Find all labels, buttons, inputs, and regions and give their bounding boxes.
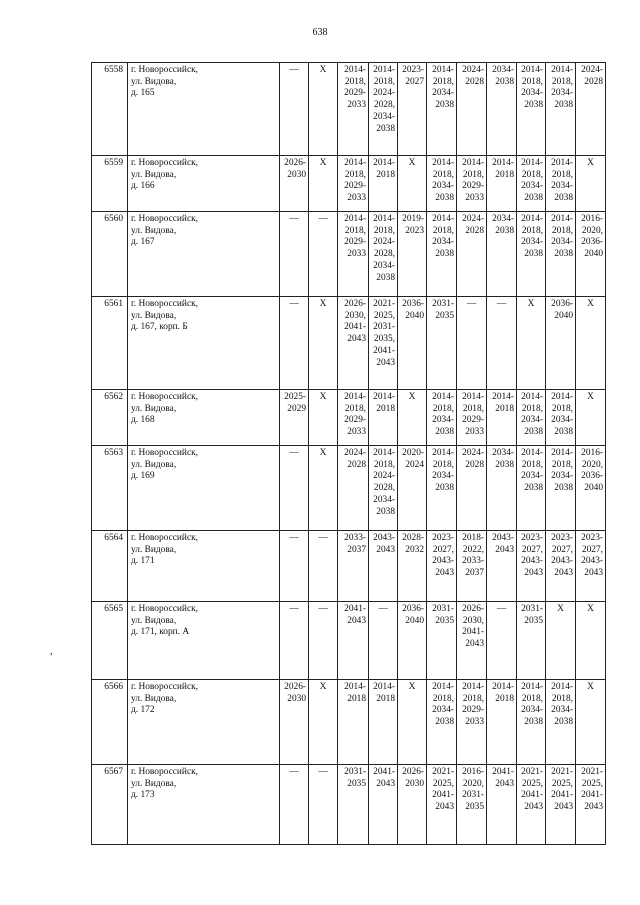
address-line: ул. Видова,	[131, 459, 177, 470]
period-cell: 2014- 2018, 2034- 2038	[546, 680, 576, 765]
period-cell: X	[517, 297, 546, 390]
period-cell: 2014- 2018, 2034- 2038	[427, 156, 457, 212]
row-number: 6566	[92, 680, 128, 765]
period-cell: 2014- 2018, 2029- 2033	[338, 63, 369, 156]
address-line: г. Новороссийск,	[131, 214, 199, 224]
address-line: д. 167, корп. Б	[131, 322, 188, 333]
period-cell: 2014- 2018, 2034- 2038	[427, 446, 457, 531]
address-cell	[128, 765, 280, 845]
period-cell: 2014- 2018, 2034- 2038	[546, 63, 576, 156]
period-cell: 2031- 2035	[338, 765, 369, 845]
address-line: г. Новороссийск,	[131, 299, 199, 309]
address-line: ул. Видова,	[131, 615, 177, 626]
table-row	[92, 531, 606, 602]
period-cell: X	[576, 297, 606, 390]
period-cell: 2021- 2025, 2041- 2043	[427, 765, 457, 845]
period-cell: —	[457, 297, 487, 390]
period-cell: 2034- 2038	[487, 63, 517, 156]
period-cell: 2016- 2020, 2036- 2040	[576, 212, 606, 297]
row-number: 6558	[92, 63, 128, 156]
period-cell: —	[309, 602, 338, 680]
period-cell: 2028- 2032	[398, 531, 427, 602]
address-cell	[128, 212, 280, 297]
address-line: г. Новороссийск,	[131, 448, 199, 458]
address-line: г. Новороссийск,	[131, 533, 199, 543]
period-cell: 2014- 2018, 2034- 2038	[427, 212, 457, 297]
period-cell: 2014- 2018	[338, 680, 369, 765]
row-number: 6567	[92, 765, 128, 845]
address-line: д. 173	[131, 790, 155, 801]
period-cell: 2024- 2028	[457, 63, 487, 156]
address-line: ул. Видова,	[131, 403, 177, 414]
address-line: д. 172	[131, 705, 155, 716]
address-line: г. Новороссийск,	[131, 604, 199, 614]
address-line: ул. Видова,	[131, 778, 177, 789]
period-cell: 2041- 2043	[369, 765, 398, 845]
address-cell	[128, 680, 280, 765]
period-cell: X	[309, 297, 338, 390]
period-cell: —	[309, 531, 338, 602]
period-cell: X	[546, 602, 576, 680]
housing-repair-schedule-table	[91, 62, 606, 845]
period-cell: 2036- 2040	[546, 297, 576, 390]
period-cell: 2014- 2018	[369, 156, 398, 212]
period-cell: 2014- 2018	[369, 390, 398, 446]
period-cell: 2014- 2018, 2034- 2038	[546, 156, 576, 212]
table-row	[92, 156, 606, 212]
address-line: ул. Видова,	[131, 76, 177, 87]
period-cell: —	[280, 531, 309, 602]
address-line: д. 166	[131, 181, 155, 192]
address-cell	[128, 602, 280, 680]
period-cell: 2014- 2018, 2034- 2038	[427, 390, 457, 446]
address-line: г. Новороссийск,	[131, 392, 199, 402]
period-cell: 2014- 2018, 2034- 2038	[546, 446, 576, 531]
period-cell: —	[487, 602, 517, 680]
period-cell: 2014- 2018, 2034- 2038	[517, 390, 546, 446]
period-cell: 2026- 2030	[280, 680, 309, 765]
period-cell: 2033- 2037	[338, 531, 369, 602]
period-cell: 2034- 2038	[487, 212, 517, 297]
period-cell: X	[309, 390, 338, 446]
period-cell: 2023- 2027, 2043- 2043	[576, 531, 606, 602]
address-line: г. Новороссийск,	[131, 65, 199, 75]
address-cell	[128, 297, 280, 390]
table-row	[92, 63, 606, 156]
address-cell	[128, 531, 280, 602]
address-line: д. 167	[131, 237, 155, 248]
period-cell: 2021- 2025, 2031- 2035, 2041- 2043	[369, 297, 398, 390]
period-cell: X	[576, 680, 606, 765]
period-cell: 2024- 2028	[338, 446, 369, 531]
period-cell: X	[576, 156, 606, 212]
address-cell	[128, 446, 280, 531]
period-cell: 2014- 2018, 2034- 2038	[427, 680, 457, 765]
period-cell: 2014- 2018, 2034- 2038	[517, 156, 546, 212]
address-line: ул. Видова,	[131, 310, 177, 321]
period-cell: 2014- 2018, 2034- 2038	[517, 680, 546, 765]
period-cell: 2014- 2018, 2034- 2038	[517, 446, 546, 531]
period-cell: —	[309, 212, 338, 297]
period-cell: 2023- 2027, 2043- 2043	[517, 531, 546, 602]
period-cell: 2016- 2020, 2036- 2040	[576, 446, 606, 531]
period-cell: 2014- 2018, 2029- 2033	[457, 390, 487, 446]
period-cell: 2021- 2025, 2041- 2043	[546, 765, 576, 845]
period-cell: 2021- 2025, 2041- 2043	[517, 765, 546, 845]
period-cell: —	[369, 602, 398, 680]
period-cell: X	[398, 156, 427, 212]
address-line: ул. Видова,	[131, 693, 177, 704]
table-row	[92, 680, 606, 765]
period-cell: X	[309, 680, 338, 765]
period-cell: 2014- 2018	[487, 390, 517, 446]
period-cell: 2014- 2018, 2029- 2033	[457, 156, 487, 212]
period-cell: 2014- 2018	[369, 680, 398, 765]
address-cell	[128, 156, 280, 212]
period-cell: 2016- 2020, 2031- 2035	[457, 765, 487, 845]
table-row	[92, 765, 606, 845]
period-cell: 2043- 2043	[369, 531, 398, 602]
period-cell: 2014- 2018, 2029- 2033	[457, 680, 487, 765]
period-cell: 2018- 2022, 2033- 2037	[457, 531, 487, 602]
table-row	[92, 446, 606, 531]
period-cell: 2024- 2028	[457, 446, 487, 531]
period-cell: 2014- 2018, 2034- 2038	[546, 390, 576, 446]
address-line: г. Новороссийск,	[131, 682, 199, 692]
address-cell	[128, 390, 280, 446]
table-row	[92, 297, 606, 390]
address-line: ул. Видова,	[131, 169, 177, 180]
period-cell: 2026- 2030	[280, 156, 309, 212]
period-cell: 2014- 2018, 2024- 2028, 2034- 2038	[369, 63, 398, 156]
period-cell: —	[487, 297, 517, 390]
period-cell: 2014- 2018, 2024- 2028, 2034- 2038	[369, 446, 398, 531]
period-cell: —	[280, 297, 309, 390]
period-cell: 2025- 2029	[280, 390, 309, 446]
period-cell: 2023- 2027, 2043- 2043	[427, 531, 457, 602]
period-cell: X	[309, 446, 338, 531]
address-line: г. Новороссийск,	[131, 158, 199, 168]
period-cell: 2014- 2018, 2034- 2038	[427, 63, 457, 156]
period-cell: X	[576, 602, 606, 680]
period-cell: 2041- 2043	[487, 765, 517, 845]
period-cell: 2014- 2018, 2024- 2028, 2034- 2038	[369, 212, 398, 297]
period-cell: 2036- 2040	[398, 602, 427, 680]
address-line: г. Новороссийск,	[131, 767, 199, 777]
period-cell: 2023- 2027, 2043- 2043	[546, 531, 576, 602]
period-cell: 2031- 2035	[427, 297, 457, 390]
period-cell: 2020- 2024	[398, 446, 427, 531]
address-line: д. 169	[131, 471, 155, 482]
period-cell: 2024- 2028	[576, 63, 606, 156]
address-line: д. 171	[131, 556, 155, 567]
period-cell: 2031- 2035	[427, 602, 457, 680]
period-cell: 2014- 2018, 2029- 2033	[338, 156, 369, 212]
address-cell	[128, 63, 280, 156]
period-cell: 2036- 2040	[398, 297, 427, 390]
period-cell: 2014- 2018, 2029- 2033	[338, 212, 369, 297]
period-cell: 2043- 2043	[487, 531, 517, 602]
period-cell: 2023- 2027	[398, 63, 427, 156]
period-cell: 2014- 2018, 2029- 2033	[338, 390, 369, 446]
period-cell: X	[309, 156, 338, 212]
period-cell: —	[280, 765, 309, 845]
page-number: 638	[312, 27, 328, 38]
period-cell: —	[280, 446, 309, 531]
period-cell: 2014- 2018	[487, 156, 517, 212]
address-line: д. 171, корп. А	[131, 627, 190, 638]
row-number: 6563	[92, 446, 128, 531]
address-line: ул. Видова,	[131, 225, 177, 236]
period-cell: 2014- 2018, 2034- 2038	[517, 212, 546, 297]
period-cell: 2014- 2018, 2034- 2038	[546, 212, 576, 297]
period-cell: 2026- 2030	[398, 765, 427, 845]
row-number: 6564	[92, 531, 128, 602]
period-cell: 2014- 2018, 2034- 2038	[517, 63, 546, 156]
row-number: 6559	[92, 156, 128, 212]
row-number: 6561	[92, 297, 128, 390]
period-cell: X	[398, 390, 427, 446]
period-cell: —	[309, 765, 338, 845]
period-cell: —	[280, 63, 309, 156]
period-cell: X	[309, 63, 338, 156]
period-cell: X	[576, 390, 606, 446]
address-line: д. 165	[131, 88, 155, 99]
table-row	[92, 602, 606, 680]
period-cell: —	[280, 212, 309, 297]
period-cell: 2026- 2030, 2041- 2043	[457, 602, 487, 680]
table-row	[92, 390, 606, 446]
period-cell: 2034- 2038	[487, 446, 517, 531]
period-cell: 2026- 2030, 2041- 2043	[338, 297, 369, 390]
address-line: д. 168	[131, 415, 155, 426]
address-line: ул. Видова,	[131, 544, 177, 555]
period-cell: X	[398, 680, 427, 765]
period-cell: 2014- 2018	[487, 680, 517, 765]
row-number: 6565	[92, 602, 128, 680]
period-cell: 2019- 2023	[398, 212, 427, 297]
period-cell: 2031- 2035	[517, 602, 546, 680]
row-number: 6560	[92, 212, 128, 297]
row-number: 6562	[92, 390, 128, 446]
scan-speck: ,	[50, 646, 53, 657]
table-row	[92, 212, 606, 297]
period-cell: —	[280, 602, 309, 680]
period-cell: 2041- 2043	[338, 602, 369, 680]
period-cell: 2024- 2028	[457, 212, 487, 297]
period-cell: 2021- 2025, 2041- 2043	[576, 765, 606, 845]
